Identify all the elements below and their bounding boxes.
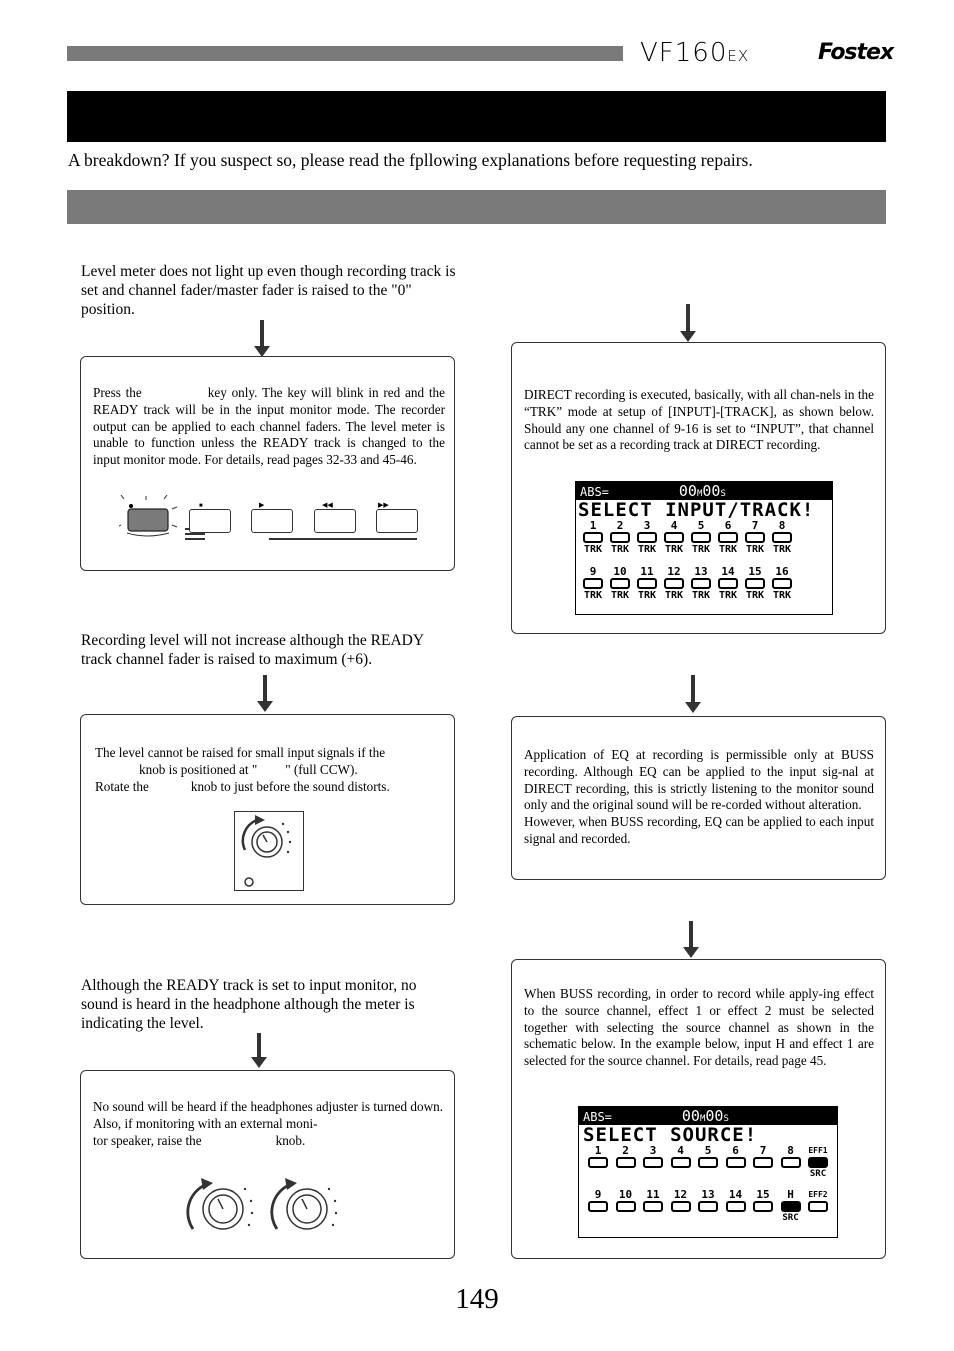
source-indicator	[808, 1201, 828, 1212]
track-mode-label: TRK	[583, 544, 603, 555]
lcd-track-cell	[769, 520, 795, 555]
track-number: 11	[640, 565, 654, 578]
source-label: 14	[728, 1188, 743, 1201]
track-number: 16	[775, 565, 789, 578]
fast-forward-key	[376, 509, 418, 533]
source-indicator	[726, 1157, 746, 1168]
lcd-track-cell	[715, 520, 741, 555]
track-indicator	[664, 578, 684, 589]
track-indicator	[637, 532, 657, 543]
track-mode-label: TRK	[772, 544, 792, 555]
track-indicator	[772, 578, 792, 589]
lcd-source-cell	[668, 1145, 694, 1169]
source-label: 4	[677, 1144, 684, 1157]
source-indicator	[671, 1201, 691, 1212]
source-label: 2	[622, 1144, 629, 1157]
track-indicator	[610, 532, 630, 543]
answer-text: DIRECT recording is executed, basically, with all chan-nels in the “TRK” mode at setup of [INPUT]-[TRACK], as shown below. Should any one channel of 9-16 is set to “INPUT”, that channel cannot be set as a recording track at DIRECT recording.	[524, 387, 874, 453]
answer-box-direct-recording	[511, 342, 886, 634]
track-indicator	[772, 532, 792, 543]
lcd-track-cell	[580, 566, 606, 601]
track-number: 13	[694, 565, 708, 578]
source-indicator	[616, 1157, 636, 1168]
header-bar	[67, 46, 623, 61]
source-indicator	[698, 1157, 718, 1168]
lcd-source-cell	[750, 1189, 776, 1213]
track-indicator	[637, 578, 657, 589]
answer-text: Application of EQ at recording is permissible only at BUSS recording. Although EQ can be applied to the input sig-nal at DIRECT recording, this is strictly listening to the monitor sound only and the original sound will be re-corded without alteration. However, when BUSS recording, EQ can be applied to each input signal and recorded.	[524, 747, 874, 846]
arrow-down	[683, 921, 699, 959]
track-number: 1	[589, 519, 597, 532]
lcd-source-cell	[613, 1145, 639, 1169]
source-indicator	[588, 1201, 608, 1212]
section-title-band	[67, 91, 886, 142]
lcd-track-cell	[688, 566, 714, 601]
track-indicator	[718, 578, 738, 589]
lcd-track-cell	[661, 566, 687, 601]
source-label: 5	[704, 1144, 712, 1157]
lcd-source-cell	[640, 1189, 666, 1213]
lcd-track-cell	[607, 520, 633, 555]
source-selected-label: SRC	[809, 1169, 827, 1179]
play-icon: ▶	[259, 501, 265, 509]
answer-text: No sound will be heard if the headphones adjuster is turned down. Also, if monitoring with an external moni- tor speaker, raise the knob.	[93, 1099, 443, 1148]
lcd-select-source	[578, 1106, 838, 1238]
arrow-down	[685, 675, 701, 713]
lcd-source-cell	[695, 1189, 721, 1213]
lcd-title: SELECT INPUT/TRACK!	[578, 499, 815, 521]
lcd-source-grid	[579, 1145, 837, 1235]
source-label: 8	[787, 1144, 794, 1157]
lcd-track-cell	[742, 566, 768, 601]
arrow-down	[680, 304, 696, 342]
lcd-status-bar: ABS= 00M00S	[576, 482, 832, 500]
track-indicator	[583, 578, 603, 589]
track-number: 9	[589, 565, 597, 578]
source-indicator	[643, 1157, 663, 1168]
source-label: H	[787, 1188, 794, 1201]
track-mode-label: TRK	[664, 590, 684, 601]
source-label: 9	[594, 1188, 602, 1201]
lcd-track-cell	[661, 520, 687, 555]
source-indicator	[588, 1157, 608, 1168]
track-indicator	[691, 578, 711, 589]
lcd-track-cell	[634, 520, 660, 555]
track-number: 10	[613, 565, 627, 578]
lcd-track-cell	[769, 566, 795, 601]
trim-knob-icon	[235, 812, 305, 892]
question-recording-level: Recording level will not increase although the READY track channel fader is raised to maximum (+6).	[81, 632, 424, 668]
source-indicator	[643, 1201, 663, 1212]
lcd-source-cell	[723, 1145, 749, 1169]
track-indicator	[583, 532, 603, 543]
stop-icon: ■	[199, 503, 203, 509]
arrow-down	[257, 675, 273, 712]
track-indicator	[610, 578, 630, 589]
lcd-source-cell	[723, 1189, 749, 1213]
lcd-source-cell	[695, 1145, 721, 1169]
lcd-status-bar: ABS= 00M00S	[579, 1107, 837, 1125]
track-mode-label: TRK	[664, 544, 684, 555]
source-label: 13	[701, 1188, 715, 1201]
source-label: 7	[759, 1144, 767, 1157]
track-number: 3	[643, 519, 651, 532]
source-label: 10	[618, 1188, 633, 1201]
source-indicator	[753, 1157, 773, 1168]
lcd-track-cell	[715, 566, 741, 601]
lcd-track-cell	[634, 566, 660, 601]
track-mode-label: TRK	[772, 590, 792, 601]
track-number: 15	[748, 565, 762, 578]
track-number: 7	[751, 519, 759, 532]
lcd-source-cell	[805, 1145, 831, 1179]
track-indicator	[718, 532, 738, 543]
source-label: 6	[732, 1144, 739, 1157]
track-mode-label: TRK	[637, 544, 657, 555]
track-number: 12	[667, 565, 681, 578]
arrow-down	[251, 1033, 267, 1070]
source-indicator	[616, 1201, 636, 1212]
question-level-meter: Level meter does not light up even though recording track is set and channel fader/master fader is raised to the "0" position.	[81, 263, 456, 318]
source-indicator	[698, 1201, 718, 1212]
rewind-key	[314, 509, 356, 533]
answer-text: When BUSS recording, in order to record while apply-ing effect to the source channel, effect 1 or effect 2 must be selected together with selecting the source channel as shown in the schematic below. In the example below, input H and effect 1 are selected for the source channel. For details, read page 45.	[524, 986, 874, 1069]
lcd-track-cell	[580, 520, 606, 555]
track-mode-label: TRK	[745, 544, 765, 555]
answer-box-eq	[511, 716, 886, 880]
rewind-icon: ◀◀	[322, 501, 333, 509]
lcd-source-cell	[805, 1189, 831, 1213]
track-indicator	[745, 578, 765, 589]
track-mode-label: TRK	[610, 590, 630, 601]
answer-text: Press the key only. The key will blink in red and the READY track will be in the input monitor mode. The recorder output can be applied to each channel faders. The level meter is unable to function unless the READY track is changed to the input monitor mode. For details, read pages 32-33 and 45-46.	[93, 385, 445, 468]
source-indicator	[726, 1201, 746, 1212]
track-indicator	[691, 532, 711, 543]
stop-key	[189, 509, 231, 533]
track-number: 14	[721, 565, 735, 578]
track-indicator	[745, 532, 765, 543]
lcd-source-cell	[668, 1189, 694, 1213]
source-indicator	[781, 1157, 801, 1168]
source-label: 11	[646, 1188, 660, 1201]
model-logo: VF160EX	[640, 38, 750, 68]
source-indicator	[781, 1201, 801, 1212]
lcd-track-cell	[742, 520, 768, 555]
lcd-source-cell	[640, 1145, 666, 1169]
answer-box-recording-level	[80, 714, 455, 905]
lcd-source-cell	[778, 1189, 804, 1223]
source-label: 1	[594, 1144, 602, 1157]
play-key	[251, 509, 293, 533]
track-mode-label: TRK	[610, 544, 630, 555]
source-indicator	[671, 1157, 691, 1168]
source-label: 15	[756, 1188, 770, 1201]
lcd-track-grid	[576, 520, 832, 612]
track-number: 2	[616, 519, 624, 532]
arrow-down	[254, 320, 270, 357]
lcd-source-cell	[613, 1189, 639, 1213]
lcd-select-input-track	[575, 481, 833, 615]
track-number: 8	[778, 519, 786, 532]
track-mode-label: TRK	[718, 544, 738, 555]
track-number: 4	[670, 519, 678, 532]
source-label: EFF1	[808, 1146, 828, 1155]
lcd-source-cell	[750, 1145, 776, 1169]
lcd-source-cell	[585, 1189, 611, 1213]
track-number: 5	[697, 519, 705, 532]
lcd-source-cell	[778, 1145, 804, 1169]
lcd-track-cell	[607, 566, 633, 601]
lcd-track-cell	[688, 520, 714, 555]
source-indicator	[808, 1157, 828, 1168]
track-mode-label: TRK	[718, 590, 738, 601]
track-indicator	[664, 532, 684, 543]
intro-text: A breakdown? If you suspect so, please read the fpllowing explanations before requesting repairs.	[68, 150, 753, 170]
lcd-source-cell	[585, 1145, 611, 1169]
trim-knob-panel	[234, 811, 304, 891]
headphone-knobs-icon	[185, 1173, 355, 1243]
track-number: 6	[724, 519, 732, 532]
page-number: 149	[455, 1283, 499, 1315]
track-mode-label: TRK	[691, 590, 711, 601]
track-mode-label: TRK	[583, 590, 603, 601]
source-label: 12	[673, 1188, 688, 1201]
answer-box-headphone	[80, 1070, 455, 1259]
track-mode-label: TRK	[637, 590, 657, 601]
answer-box-effect	[511, 959, 886, 1259]
source-label: 3	[649, 1144, 657, 1157]
track-mode-label: TRK	[691, 544, 711, 555]
track-mode-label: TRK	[745, 590, 765, 601]
source-indicator	[753, 1201, 773, 1212]
source-selected-label: SRC	[782, 1213, 799, 1223]
answer-text: The level cannot be raised for small input signals if the knob is positioned at " " (full CCW). Rotate the knob to just before the sound distorts.	[95, 745, 390, 794]
source-label: EFF2	[808, 1190, 828, 1199]
question-headphone: Although the READY track is set to input monitor, no sound is heard in the headphone although the meter is indicating the level.	[81, 977, 417, 1032]
lcd-title: SELECT SOURCE!	[583, 1124, 758, 1146]
subsection-band	[67, 190, 886, 224]
brand-logo: Fostex	[818, 40, 894, 65]
fast-forward-icon: ▶▶	[378, 501, 389, 509]
answer-box-level-meter	[80, 356, 455, 571]
